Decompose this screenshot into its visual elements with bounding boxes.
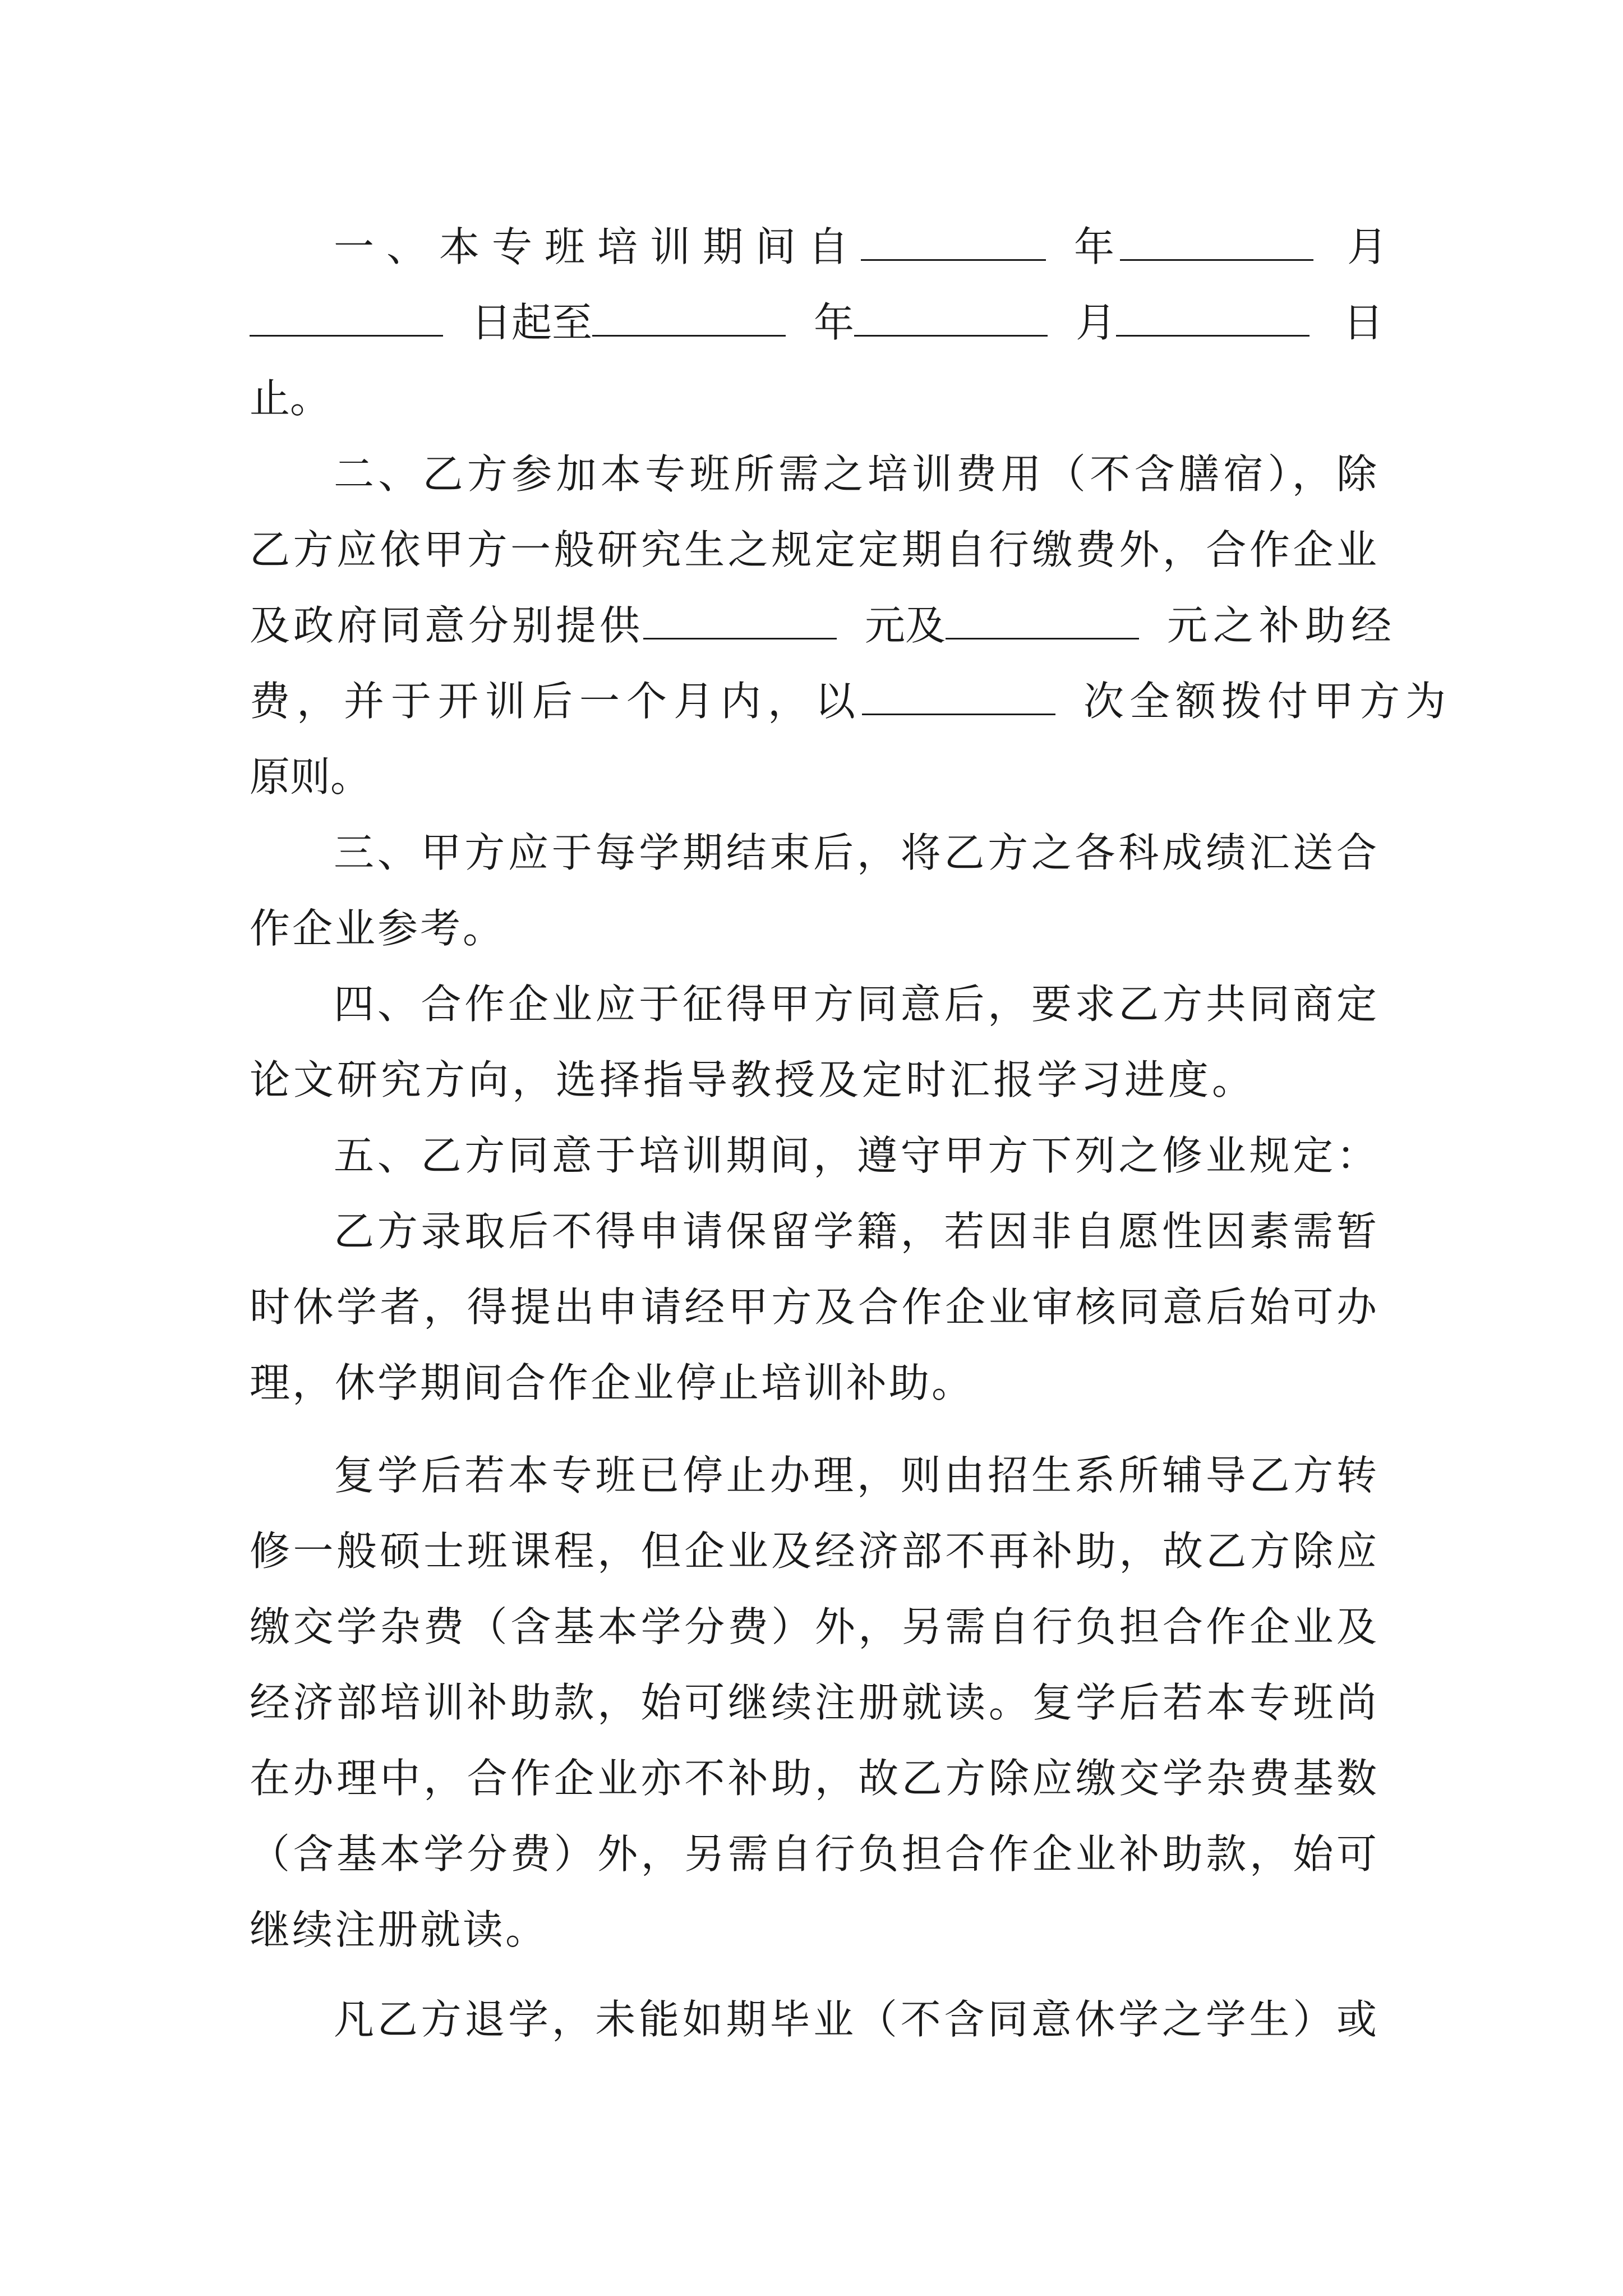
paragraph-line: 三、甲方应于每学期结束后，将乙方之各科成绩汇送合 [334, 829, 1377, 876]
clause-5-para-2-line-2 [250, 1526, 1377, 1576]
paragraph-text: 元及 [865, 602, 946, 649]
day-from-label: 日起至 [471, 299, 593, 346]
clause-5-para-2-line-5 [250, 1753, 1377, 1803]
paragraph-line: 二、乙方参加本专班所需之培训费用（不含膳宿），除 [334, 450, 1377, 498]
clause-1-text: 一、本专班培训期间自 [334, 223, 861, 270]
blank-installments [862, 710, 1055, 715]
clause-5-para-1-line-3 [250, 1358, 1377, 1408]
end-day-label: 日 [1343, 299, 1384, 346]
paragraph-line: 经济部培训补助款，始可继续注册就读。复学后若本专班尚 [250, 1679, 1377, 1726]
clause-2-line-3 [250, 600, 1398, 651]
clause-2-line-4 [250, 676, 1452, 726]
clause-2-line-2 [250, 524, 1377, 575]
paragraph-line: 理，休学期间合作企业停止培训补助。 [250, 1359, 975, 1406]
clause-5-para-2-line-1 [334, 1450, 1377, 1501]
clause-5-line-1 [334, 1130, 1377, 1181]
clause-5-para-3-line-1 [334, 1994, 1377, 2045]
paragraph-text: 及政府同意分别提供 [250, 602, 644, 649]
paragraph-line: 四、合作企业应于征得甲方同意后，要求乙方共同商定 [334, 981, 1377, 1028]
clause-2-line-5 [250, 752, 1377, 802]
clause-5-para-1-line-1 [334, 1206, 1377, 1257]
paragraph-line: 乙方录取后不得申请保留学籍，若因非自愿性因素需暂 [334, 1208, 1377, 1255]
paragraph-line: 作企业参考。 [250, 905, 506, 952]
clause-5-para-1-line-2 [250, 1282, 1377, 1332]
clause-5-para-2-line-4 [250, 1677, 1377, 1728]
paragraph-line: 继续注册就读。 [250, 1906, 548, 1953]
year-label: 年 [1074, 223, 1115, 270]
paragraph-line: 五、乙方同意于培训期间，遵守甲方下列之修业规定： [334, 1132, 1377, 1179]
clause-1-line-1 [334, 222, 1388, 272]
clause-5-para-2-line-7 [250, 1904, 1377, 1955]
blank-start-day [250, 332, 443, 337]
blank-enterprise-amount [643, 634, 837, 639]
paragraph-line: 复学后若本专班已停止办理，则由招生系所辅导乙方转 [334, 1452, 1377, 1499]
clause-4-line-1 [334, 979, 1377, 1029]
paragraph-line: 原则。 [250, 753, 371, 800]
end-month-label: 月 [1076, 299, 1117, 346]
clause-3-line-2 [250, 903, 1377, 954]
paragraph-line: 时休学者，得提出申请经甲方及合作企业审核同意后始可办 [250, 1283, 1377, 1331]
blank-start-year [861, 256, 1046, 261]
clause-1-line-3 [250, 373, 1377, 424]
blank-end-month [854, 332, 1048, 337]
paragraph-line: 乙方应依甲方一般研究生之规定定期自行缴费外，合作企业 [250, 526, 1377, 573]
clause-3-line-1 [334, 827, 1377, 878]
blank-end-day [1116, 332, 1310, 337]
clause-4-line-2 [250, 1055, 1377, 1105]
blank-end-year [592, 332, 786, 337]
paragraph-text: 元之补助经 [1167, 602, 1398, 649]
paragraph-line: 在办理中，合作企业亦不补助，故乙方除应缴交学杂费基数 [250, 1755, 1377, 1802]
paragraph-text: 费，并于开训后一个月内，以 [250, 678, 863, 725]
clause-5-para-2-line-3 [250, 1602, 1377, 1652]
paragraph-line: 论文研究方向，选择指导教授及定时汇报学习进度。 [250, 1056, 1256, 1103]
blank-start-month [1120, 256, 1313, 261]
clause-2-line-1 [334, 449, 1377, 499]
paragraph-line: 缴交学杂费（含基本学分费）外，另需自行负担合作企业及 [250, 1603, 1377, 1650]
paragraph-line: 止。 [250, 375, 331, 422]
end-year-label: 年 [814, 299, 855, 346]
blank-government-amount [946, 634, 1139, 639]
clause-1-line-2 [250, 297, 1384, 348]
paragraph-text: 次全额拨付甲方为 [1083, 678, 1452, 725]
paragraph-line: 凡乙方退学，未能如期毕业（不含同意休学之学生）或 [334, 1996, 1377, 2043]
month-label: 月 [1347, 223, 1388, 270]
paragraph-line: （含基本学分费）外，另需自行负担合作企业补助款，始可 [250, 1830, 1377, 1878]
clause-5-para-2-line-6 [250, 1829, 1377, 1879]
paragraph-line: 修一般硕士班课程，但企业及经济部不再补助，故乙方除应 [250, 1527, 1377, 1575]
